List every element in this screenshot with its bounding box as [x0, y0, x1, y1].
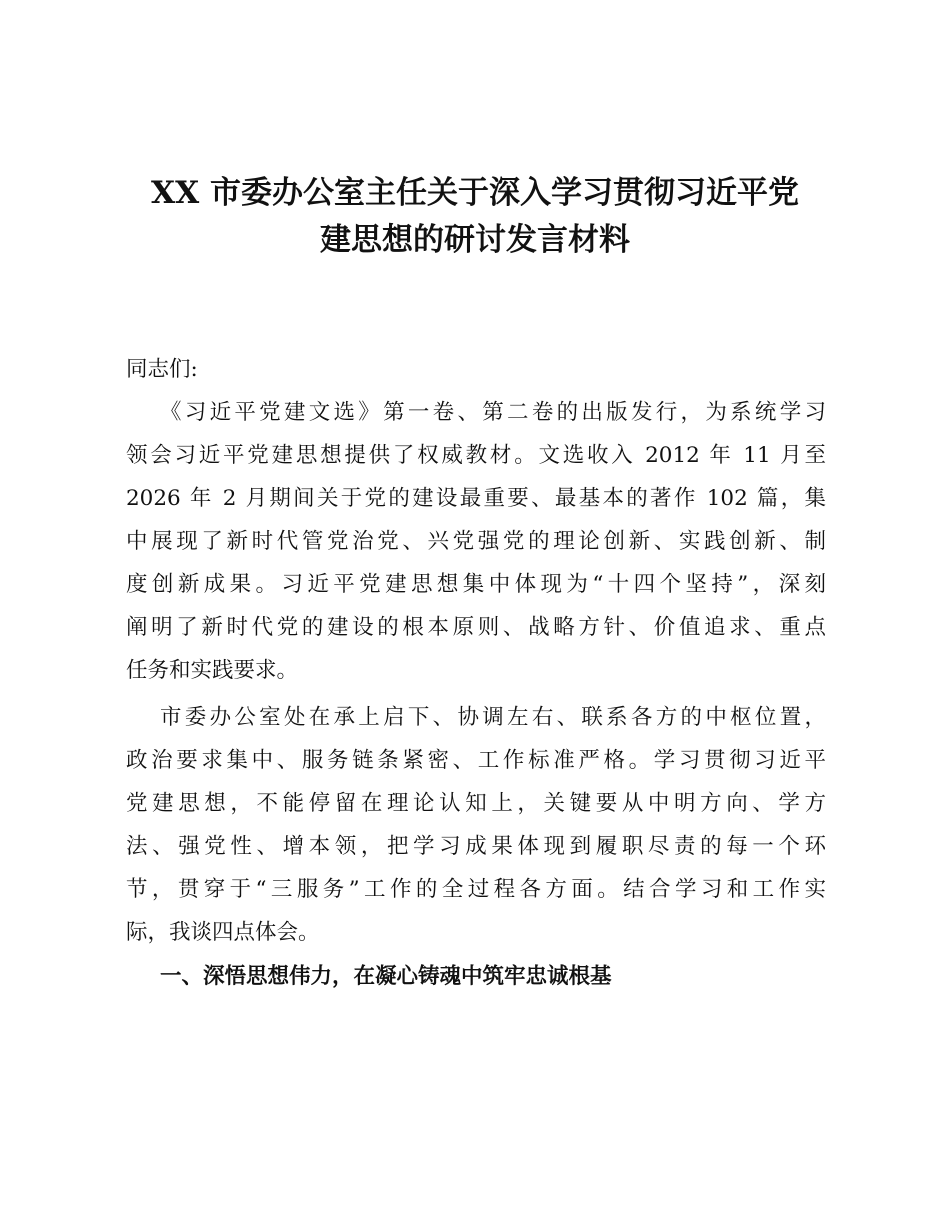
paragraph-1-line-1: 《习近平党建文选》第一卷、第二卷的出版发行，为系统学习: [160, 400, 826, 425]
paragraph-2-line-6: 际，我谈四点体会。: [126, 920, 320, 945]
section-heading-1: 一、深悟思想伟力，在凝心铸魂中筑牢忠诚根基: [160, 964, 612, 989]
paragraph-1-line-3: 2026 年 2 月期间关于党的建设最重要、最基本的著作 102 篇，集: [126, 486, 826, 511]
paragraph-2-line-1: 市委办公室处在承上启下、协调左右、联系各方的中枢位置，: [160, 705, 826, 730]
paragraph-1-line-7: 任务和实践要求。: [126, 658, 299, 683]
paragraph-2-line-2: 政治要求集中、服务链条紧密、工作标准严格。学习贯彻习近平: [126, 748, 826, 773]
paragraph-2-line-3: 党建思想，不能停留在理论认知上，关键要从中明方向、学方: [126, 791, 826, 816]
paragraph-1-line-2: 领会习近平党建思想提供了权威教材。文选收入 2012 年 11 月至: [126, 443, 826, 468]
document-title-line-2: 建思想的研讨发言材料: [320, 222, 630, 258]
paragraph-1-line-4: 中展现了新时代管党治党、兴党强党的理论创新、实践创新、制: [126, 529, 826, 554]
salutation: 同志们:: [126, 357, 198, 382]
paragraph-2-line-4: 法、强党性、增本领，把学习成果体现到履职尽责的每一个环: [126, 834, 826, 859]
document-title-line-1: XX 市委办公室主任关于深入学习贯彻习近平党: [151, 175, 799, 211]
paragraph-1-line-5: 度创新成果。习近平党建思想集中体现为“十四个坚持”，深刻: [126, 572, 826, 597]
paragraph-1-line-6: 阐明了新时代党的建设的根本原则、战略方针、价值追求、重点: [126, 615, 826, 640]
paragraph-2-line-5: 节，贯穿于“三服务”工作的全过程各方面。结合学习和工作实: [126, 877, 826, 902]
